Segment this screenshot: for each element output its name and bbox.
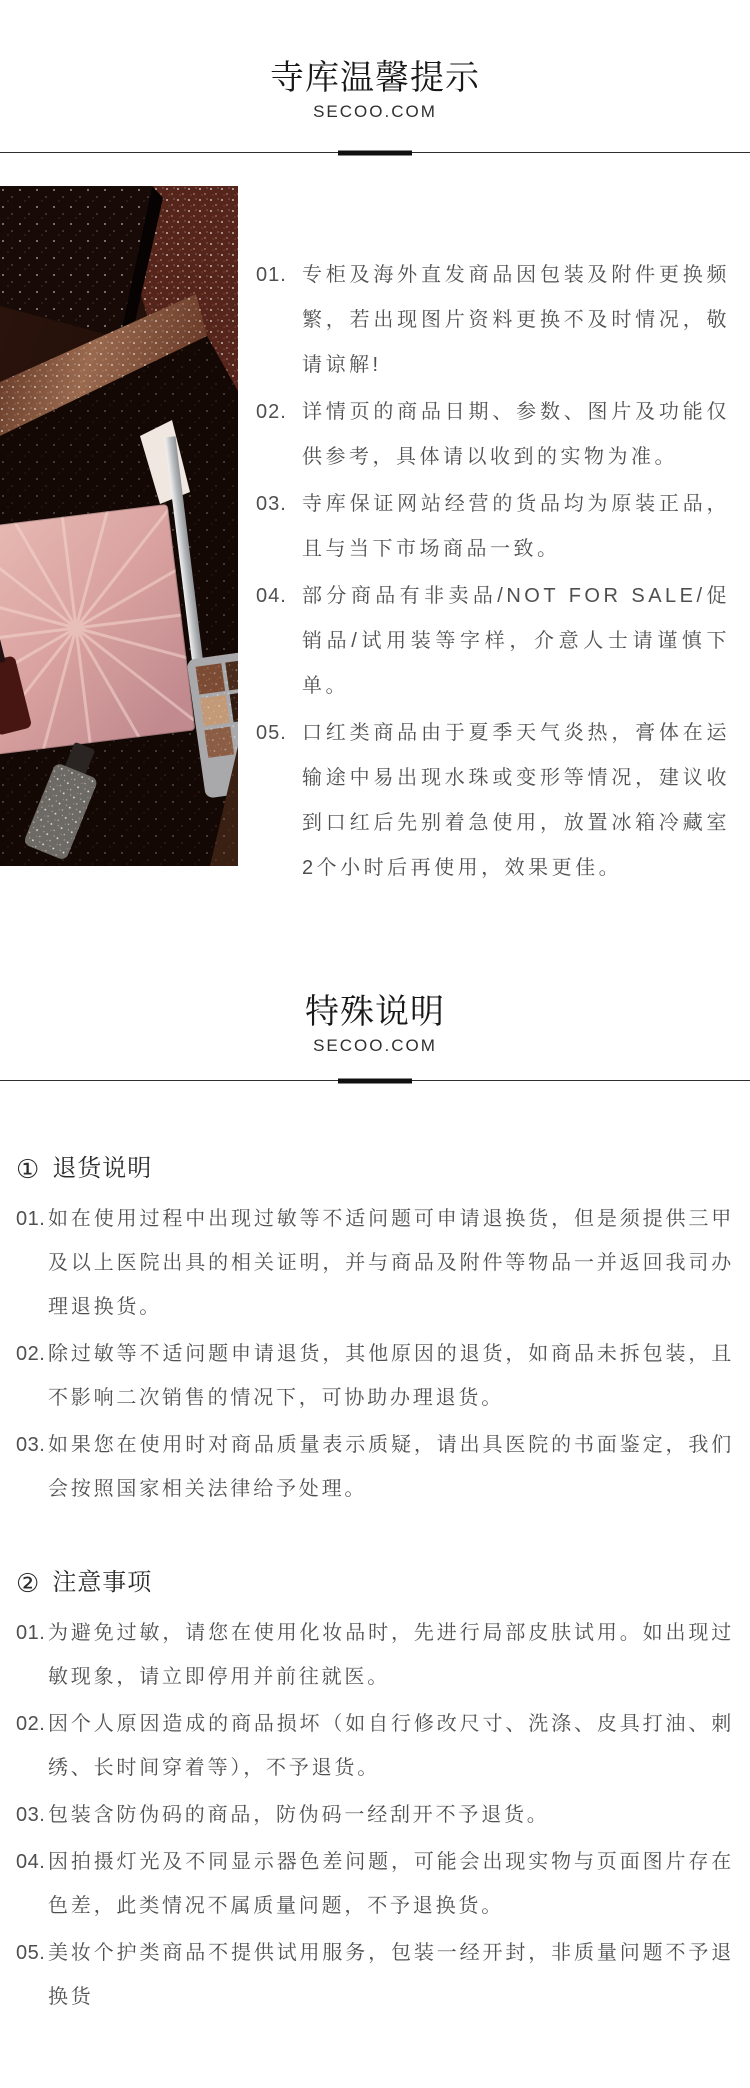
list-item [16, 1793, 734, 1837]
item-number: 04. [16, 1851, 46, 1873]
item-number: 02. [16, 1343, 46, 1365]
section-divider [0, 1080, 750, 1081]
circled-number: ① [16, 1154, 41, 1184]
special-notes-header [0, 893, 750, 1056]
item-text: 为避免过敏，请您在使用化妆品时，先进行局部皮肤试用。如出现过敏现象，请立即停用并前往就医。 [48, 1622, 734, 1688]
item-number: 01. [16, 1622, 46, 1644]
list-item [16, 1702, 734, 1790]
item-text: 因拍摄灯光及不同显示器色差问题，可能会出现实物与页面图片存在色差，此类情况不属质量问题，不予退换货。 [48, 1851, 734, 1917]
item-number: 04. [256, 585, 287, 607]
item-text: 包装含防伪码的商品，防伪码一经刮开不予退货。 [48, 1804, 550, 1826]
warm-tips-section [0, 153, 750, 893]
item-text: 美妆个护类商品不提供试用服务，包装一经开封，非质量问题不予退换货 [48, 1942, 734, 2008]
cosmetics-photo [0, 186, 238, 866]
warm-tips-list [238, 153, 750, 893]
returns-heading [16, 1154, 734, 1184]
warm-tips-header [0, 0, 750, 122]
item-text: 专柜及海外直发商品因包装及附件更换频繁，若出现图片资料更换不及时情况，敬请谅解! [302, 264, 730, 376]
special-notes-section [0, 1154, 750, 2019]
item-number: 01. [16, 1208, 46, 1230]
item-text: 除过敏等不适问题申请退货，其他原因的退货，如商品未拆包装，且不影响二次销售的情况下，可协助办理退货。 [48, 1343, 734, 1409]
list-item [256, 711, 730, 891]
list-item [256, 482, 730, 572]
item-number: 03. [256, 493, 287, 515]
list-item [16, 1840, 734, 1928]
notices-list [16, 1611, 734, 2019]
item-text: 因个人原因造成的商品损坏（如自行修改尺寸、洗涤、皮具打油、刺绣、长时间穿着等），不予退货。 [48, 1713, 734, 1779]
item-number: 03. [16, 1434, 46, 1456]
notices-heading [16, 1568, 734, 1598]
item-text: 口红类商品由于夏季天气炎热，膏体在运输途中易出现水珠或变形等情况，建议收到口红后先别着急使用，放置冰箱冷藏室2个小时后再使用，效果更佳。 [302, 722, 730, 879]
warm-tips-subtitle: SECOO.COM [313, 102, 437, 121]
item-text: 如在使用过程中出现过敏等不适问题可申请退换货，但是须提供三甲及以上医院出具的相关证明，并与商品及附件等物品一并返回我司办理退换货。 [48, 1208, 734, 1318]
item-number: 01. [256, 264, 287, 286]
list-item [16, 1423, 734, 1511]
warm-tips-title: 寺库温馨提示 [270, 59, 480, 97]
returns-heading-label: 退货说明 [52, 1155, 153, 1182]
special-notes-title: 特殊说明 [305, 993, 445, 1031]
notices-heading-label: 注意事项 [52, 1569, 153, 1596]
item-number: 02. [256, 401, 287, 423]
item-text: 寺库保证网站经营的货品均为原装正品，且与当下市场商品一致。 [302, 493, 730, 560]
item-number: 05. [16, 1942, 46, 1964]
divider-accent-bar [338, 150, 412, 155]
list-item [16, 1611, 734, 1699]
divider-accent-bar [338, 1078, 412, 1083]
list-item [256, 253, 730, 388]
returns-list [16, 1197, 734, 1511]
item-text: 详情页的商品日期、参数、图片及功能仅供参考，具体请以收到的实物为准。 [302, 401, 730, 468]
item-number: 05. [256, 722, 287, 744]
circled-number: ② [16, 1568, 41, 1598]
item-text: 部分商品有非卖品/NOT FOR SALE/促销品/试用装等字样，介意人士请谨慎下单。 [302, 585, 730, 697]
list-item [16, 1197, 734, 1329]
cosmetics-photo-art [0, 186, 238, 866]
item-number: 02. [16, 1713, 46, 1735]
item-number: 03. [16, 1804, 46, 1826]
item-text: 如果您在使用时对商品质量表示质疑，请出具医院的书面鉴定，我们会按照国家相关法律给予处理。 [48, 1434, 734, 1500]
list-item [16, 1332, 734, 1420]
special-notes-subtitle: SECOO.COM [313, 1036, 437, 1055]
list-item [16, 1931, 734, 2019]
list-item [256, 390, 730, 480]
list-item [256, 574, 730, 709]
section-divider [0, 152, 750, 153]
